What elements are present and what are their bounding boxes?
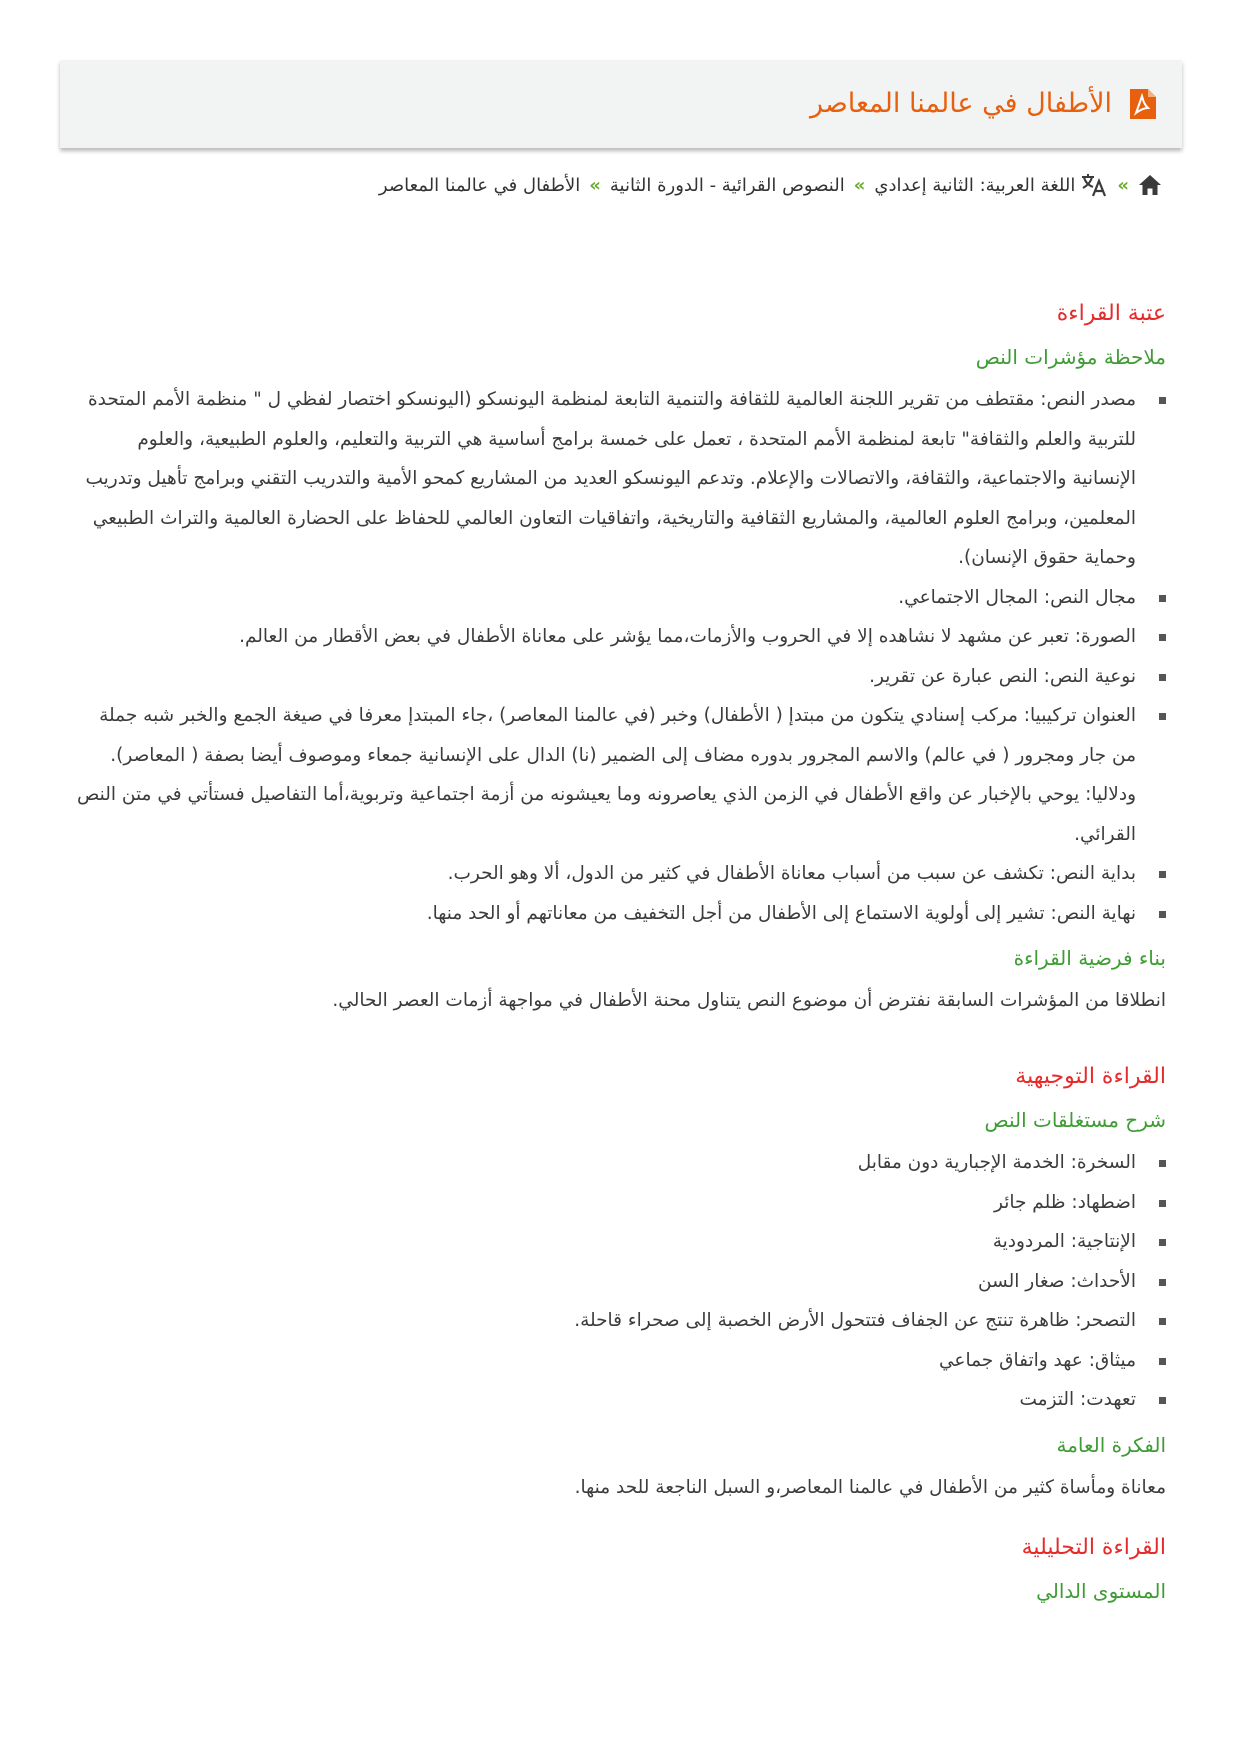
- list-item: السخرة: الخدمة الإجبارية دون مقابل: [74, 1143, 1136, 1183]
- list-item: نوعية النص: النص عبارة عن تقرير.: [74, 657, 1136, 697]
- breadcrumb-item-unit[interactable]: النصوص القرائية - الدورة الثانية: [609, 174, 845, 196]
- indicators-list: [74, 380, 1166, 933]
- list-item: مجال النص: المجال الاجتماعي.: [74, 578, 1136, 618]
- subsection-title-hypothesis: بناء فرضية القراءة: [1013, 946, 1166, 970]
- subsection-title-text-indicators: ملاحظة مؤشرات النص: [975, 345, 1166, 369]
- list-item: تعهدت: التزمت: [74, 1380, 1136, 1420]
- vocabulary-list: [74, 1143, 1166, 1420]
- subsection-title-semantic-level: المستوى الدالي: [1036, 1578, 1166, 1603]
- subsection-title-main-idea: الفكرة العامة: [1056, 1432, 1166, 1457]
- list-item: الأحداث: صغار السن: [74, 1262, 1136, 1302]
- breadcrumb: [379, 170, 1162, 200]
- breadcrumb-separator: »: [1117, 174, 1129, 196]
- main-idea-text: معاناة ومأساة كثير من الأطفال في عالمنا المعاصر،و السبل الناجعة للحد منها.: [574, 1476, 1166, 1498]
- section-title-reading-threshold: عتبة القراءة: [1056, 301, 1166, 326]
- translate-icon: [1080, 172, 1108, 198]
- section-title-analytical-reading: القراءة التحليلية: [1021, 1534, 1166, 1560]
- hypothesis-text: انطلاقا من المؤشرات السابقة نفترض أن موضوع النص يتناول محنة الأطفال في مواجهة أزمات العصر الحالي.: [332, 990, 1166, 1011]
- list-item: الصورة: تعبر عن مشهد لا نشاهده إلا في الحروب والأزمات،مما يؤشر على معاناة الأطفال في بعض الأقطار من العالم.: [74, 617, 1136, 657]
- breadcrumb-item-current: الأطفال في عالمنا المعاصر: [378, 174, 581, 196]
- list-item: التصحر: ظاهرة تنتج عن الجفاف فتتحول الأرض الخصبة إلى صحراء قاحلة.: [74, 1301, 1136, 1341]
- list-item: اضطهاد: ظلم جائر: [74, 1183, 1136, 1223]
- lesson-content: [74, 296, 1166, 1608]
- section-title-guided-reading: القراءة التوجيهية: [1015, 1064, 1166, 1089]
- list-item: نهاية النص: تشير إلى أولوية الاستماع إلى الأطفال من أجل التخفيف من معاناتهم أو الحد منها.: [74, 894, 1136, 934]
- list-item: الإنتاجية: المردودية: [74, 1222, 1136, 1262]
- breadcrumb-separator: »: [853, 174, 866, 196]
- pdf-icon: [1128, 87, 1158, 121]
- list-item: ميثاق: عهد واتفاق جماعي: [74, 1341, 1136, 1381]
- breadcrumb-separator: »: [589, 174, 601, 196]
- breadcrumb-item-subject[interactable]: اللغة العربية: الثانية إعدادي: [874, 174, 1076, 196]
- list-item: العنوان تركيبيا: مركب إسنادي يتكون من مبتدإ ( الأطفال) وخبر (في عالمنا المعاصر) ،جاء المبتدإ معرفا في صيغة الجمع والخبر شبه جملة من جار ومجرور ( في عالم) والاسم المجرور بدوره مضاف إلى الضمير (نا) الدال على الإنسانية جمعاء وموصوف أيضا بصفة ( المعاصر). ودلاليا: يوحي بالإخبار عن واقع الأطفال في الزمن الذي يعاصرونه وما يعيشونه من أزمة اجتماعية وتربوية،أما التفاصيل فستأتي في متن النص القرائي.: [74, 696, 1136, 854]
- subsection-title-vocabulary: شرح مستغلقات النص: [984, 1108, 1166, 1132]
- home-icon[interactable]: [1138, 174, 1162, 196]
- list-item: بداية النص: تكشف عن سبب من أسباب معاناة الأطفال في كثير من الدول، ألا وهو الحرب.: [74, 854, 1136, 894]
- list-item: مصدر النص: مقتطف من تقرير اللجنة العالمية للثقافة والتنمية التابعة لمنظمة اليونسكو (اليونسكو اختصار لفظي ل " منظمة الأمم المتحدة للتربية والعلم والثقافة" تابعة لمنظمة الأمم المتحدة ، تعمل على خمسة برامج أساسية هي التربية والتعليم، والعلوم الطبيعية، والعلوم الإنسانية والاجتماعية، والثقافة، والاتصالات والإعلام. وتدعم اليونسكو العديد من المشاريع كمحو الأمية والتدريب التقني وبرامج تأهيل وتدريب المعلمين، وبرامج العلوم العالمية، والمشاريع الثقافية والتاريخية، واتفاقيات التعاون العالمي للحفاظ على الحضارة العالمية والتراث الطبيعي وحماية حقوق الإنسان).: [74, 380, 1136, 578]
- page-header: [60, 60, 1182, 148]
- page-title: الأطفال في عالمنا المعاصر: [809, 87, 1112, 119]
